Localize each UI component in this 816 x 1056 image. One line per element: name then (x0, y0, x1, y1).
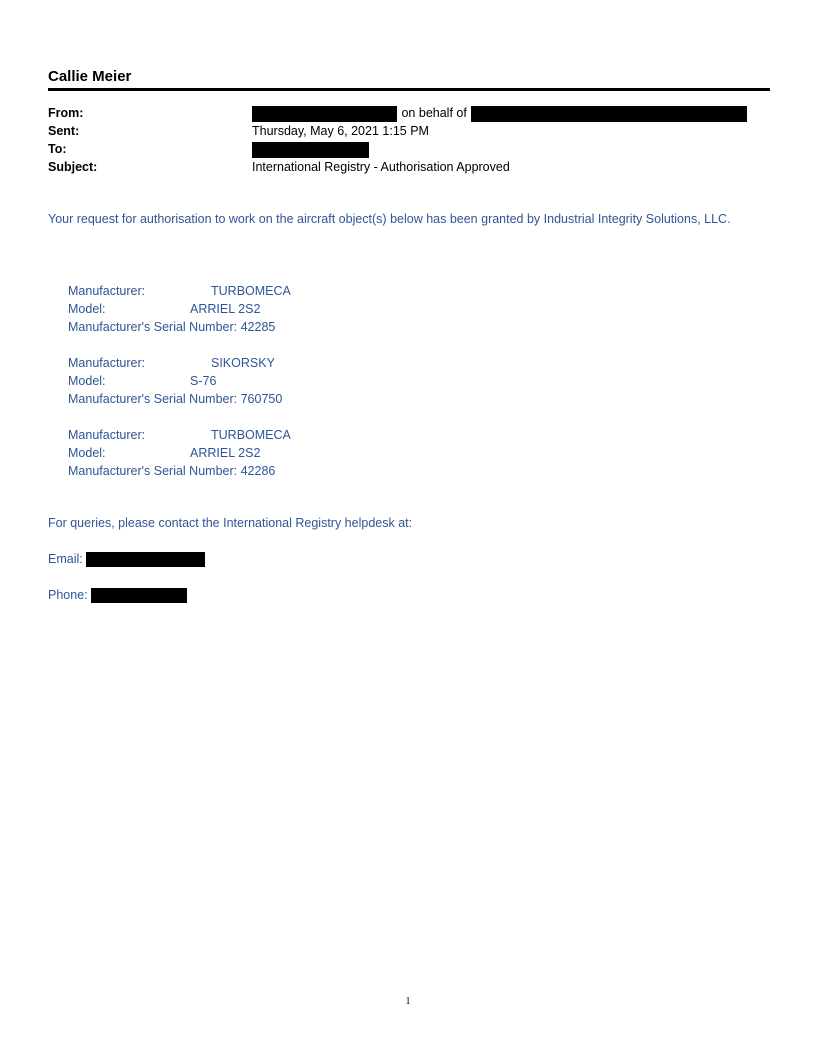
serial-label: Manufacturer's Serial Number: (68, 464, 238, 478)
to-value (252, 140, 369, 158)
model-value: S-76 (190, 374, 217, 388)
from-label: From: (48, 106, 84, 120)
subject-value: International Registry - Authorisation Approved (252, 160, 510, 174)
object-1-serial (68, 318, 275, 336)
sent-row (48, 122, 770, 140)
sender-name: Callie Meier (48, 68, 132, 85)
from-row (48, 104, 770, 122)
page-number: 1 (405, 996, 411, 1007)
serial-label: Manufacturer's Serial Number: (68, 392, 238, 406)
manufacturer-value: TURBOMECA (211, 428, 291, 442)
manufacturer-value: SIKORSKY (211, 356, 275, 370)
model-label: Model: (68, 374, 106, 388)
object-3-serial (68, 462, 275, 480)
object-3-manufacturer (68, 426, 291, 444)
redacted-organization (471, 106, 747, 122)
object-2-model (68, 372, 217, 390)
redacted-email (86, 552, 205, 567)
model-label: Model: (68, 302, 106, 316)
model-value: ARRIEL 2S2 (190, 302, 261, 316)
subject-label: Subject: (48, 160, 98, 174)
redacted-recipient (252, 142, 369, 158)
sent-value: Thursday, May 6, 2021 1:15 PM (252, 124, 429, 138)
object-2-serial (68, 390, 282, 408)
serial-value: 42285 (240, 320, 276, 334)
phone-label: Phone: (48, 588, 88, 602)
manufacturer-value: TURBOMECA (211, 284, 291, 298)
redacted-phone (91, 588, 187, 603)
subject-row (48, 158, 770, 176)
email-line (48, 550, 205, 568)
sent-label: Sent: (48, 124, 80, 138)
to-label: To: (48, 142, 67, 156)
object-3-model (68, 444, 261, 462)
header-rule (48, 88, 770, 91)
serial-value: 42286 (240, 464, 276, 478)
manufacturer-label: Manufacturer: (68, 428, 146, 442)
model-label: Model: (68, 446, 106, 460)
phone-line (48, 586, 187, 604)
to-row (48, 140, 770, 158)
serial-value: 760750 (240, 392, 283, 406)
from-value (252, 104, 747, 122)
serial-label: Manufacturer's Serial Number: (68, 320, 238, 334)
object-2-manufacturer (68, 354, 275, 372)
manufacturer-label: Manufacturer: (68, 284, 146, 298)
object-1-model (68, 300, 261, 318)
intro-paragraph: Your request for authorisation to work on the aircraft object(s) below has been granted by Industrial Integrity Solutions, LLC. (48, 212, 731, 226)
manufacturer-label: Manufacturer: (68, 356, 146, 370)
redacted-sender (252, 106, 397, 122)
from-on-behalf-text: on behalf of (401, 106, 467, 120)
model-value: ARRIEL 2S2 (190, 446, 261, 460)
object-1-manufacturer (68, 282, 291, 300)
queries-text: For queries, please contact the International Registry helpdesk at: (48, 516, 413, 530)
email-label: Email: (48, 552, 83, 566)
